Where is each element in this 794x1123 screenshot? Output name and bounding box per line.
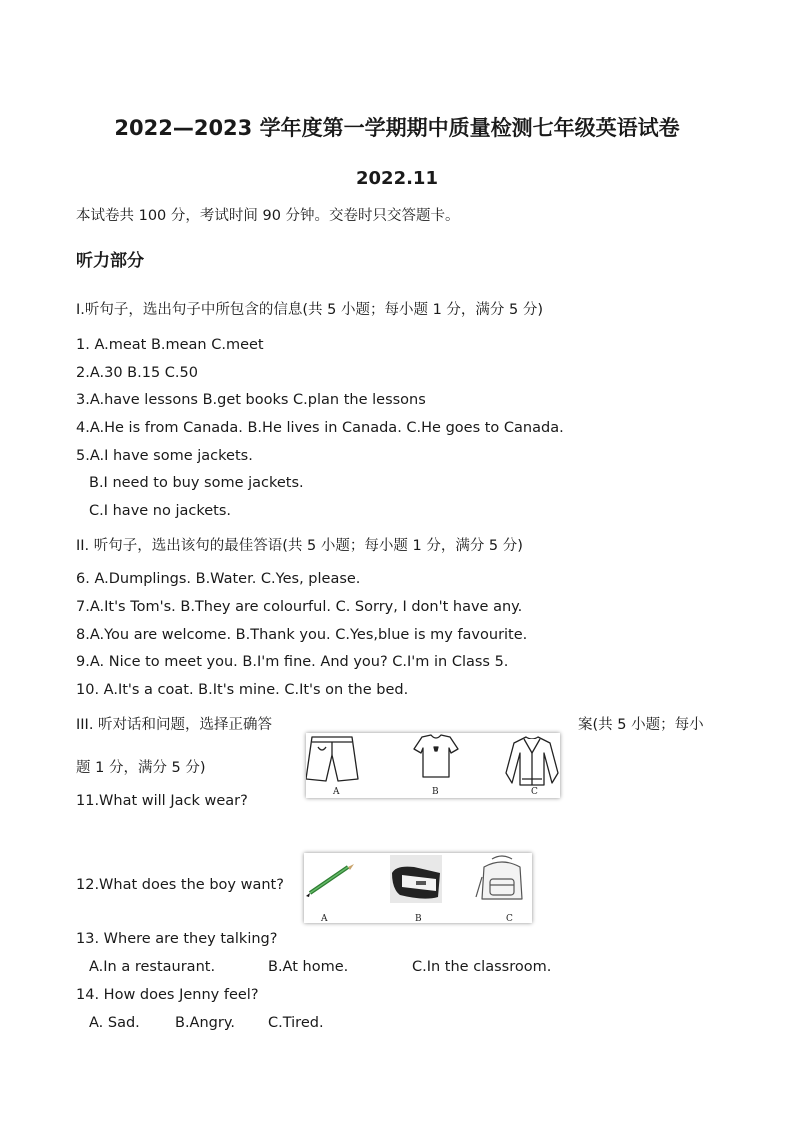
question-14-option-b: B.Angry. <box>175 1015 235 1031</box>
question-5: 5.A.I have some jackets. <box>76 448 253 464</box>
items-label-a: A <box>321 914 328 924</box>
t-shirt-icon <box>414 735 458 777</box>
question-8: 8.A.You are welcome. B.Thank you. C.Yes,blue is my favourite. <box>76 627 528 643</box>
question-11: 11.What will Jack wear? <box>76 793 248 809</box>
question-14-option-c: C.Tired. <box>268 1015 324 1031</box>
question-12: 12.What does the boy want? <box>76 877 284 893</box>
pencil-case-icon <box>390 855 442 903</box>
exam-date: 2022.11 <box>356 168 438 189</box>
shorts-icon <box>306 737 358 781</box>
exam-title: 2022—2023 学年度第一学期期中质量检测七年级英语试卷 <box>114 116 680 140</box>
clothes-label-a: A <box>333 787 340 797</box>
question-5-option-b: B.I need to buy some jackets. <box>89 475 304 491</box>
clothes-label-c: C <box>531 787 538 797</box>
question-10: 10. A.It's a coat. B.It's mine. C.It's on the bed. <box>76 682 409 698</box>
question-14-option-a: A. Sad. <box>89 1015 140 1031</box>
question-13-option-a: A.In a restaurant. <box>89 959 216 975</box>
clothes-picture <box>306 733 560 798</box>
question-6: 6. A.Dumplings. B.Water. C.Yes, please. <box>76 571 361 587</box>
part2-heading: II. 听句子，选出该句的最佳答语(共 5 小题；每小题 1 分，满分 5 分) <box>76 538 523 554</box>
part3-heading-continued: 题 1 分，满分 5 分) <box>76 760 206 776</box>
backpack-icon <box>476 856 522 899</box>
jacket-icon <box>506 737 558 785</box>
question-5-option-c: C.I have no jackets. <box>89 503 232 519</box>
pencil-icon <box>306 864 354 897</box>
question-13: 13. Where are they talking? <box>76 931 278 947</box>
question-1: 1. A.meat B.mean C.meet <box>76 337 264 353</box>
items-label-b: B <box>415 914 422 924</box>
question-13-option-c: C.In the classroom. <box>412 959 552 975</box>
question-13-option-b: B.At home. <box>268 959 349 975</box>
clothes-label-b: B <box>432 787 439 797</box>
items-picture <box>304 853 532 923</box>
part3-heading-end: 案(共 5 小题；每小 <box>578 717 704 733</box>
question-4: 4.A.He is from Canada. B.He lives in Canada. C.He goes to Canada. <box>76 420 564 436</box>
part3-heading-start: III. 听对话和问题，选择正确答 <box>76 717 273 733</box>
part1-heading: I.听句子，选出句子中所包含的信息(共 5 小题；每小题 1 分，满分 5 分) <box>76 302 544 318</box>
question-9: 9.A. Nice to meet you. B.I'm fine. And you? C.I'm in Class 5. <box>76 654 509 670</box>
items-picture-svg <box>304 853 532 923</box>
items-label-c: C <box>506 914 513 924</box>
exam-note: 本试卷共 100 分，考试时间 90 分钟。交卷时只交答题卡。 <box>76 208 460 224</box>
question-14: 14. How does Jenny feel? <box>76 987 259 1003</box>
question-7: 7.A.It's Tom's. B.They are colourful. C. Sorry, I don't have any. <box>76 599 523 615</box>
question-3: 3.A.have lessons B.get books C.plan the lessons <box>76 392 426 408</box>
section-heading-listening: 听力部分 <box>76 251 144 271</box>
question-2: 2.A.30 B.15 C.50 <box>76 365 198 381</box>
